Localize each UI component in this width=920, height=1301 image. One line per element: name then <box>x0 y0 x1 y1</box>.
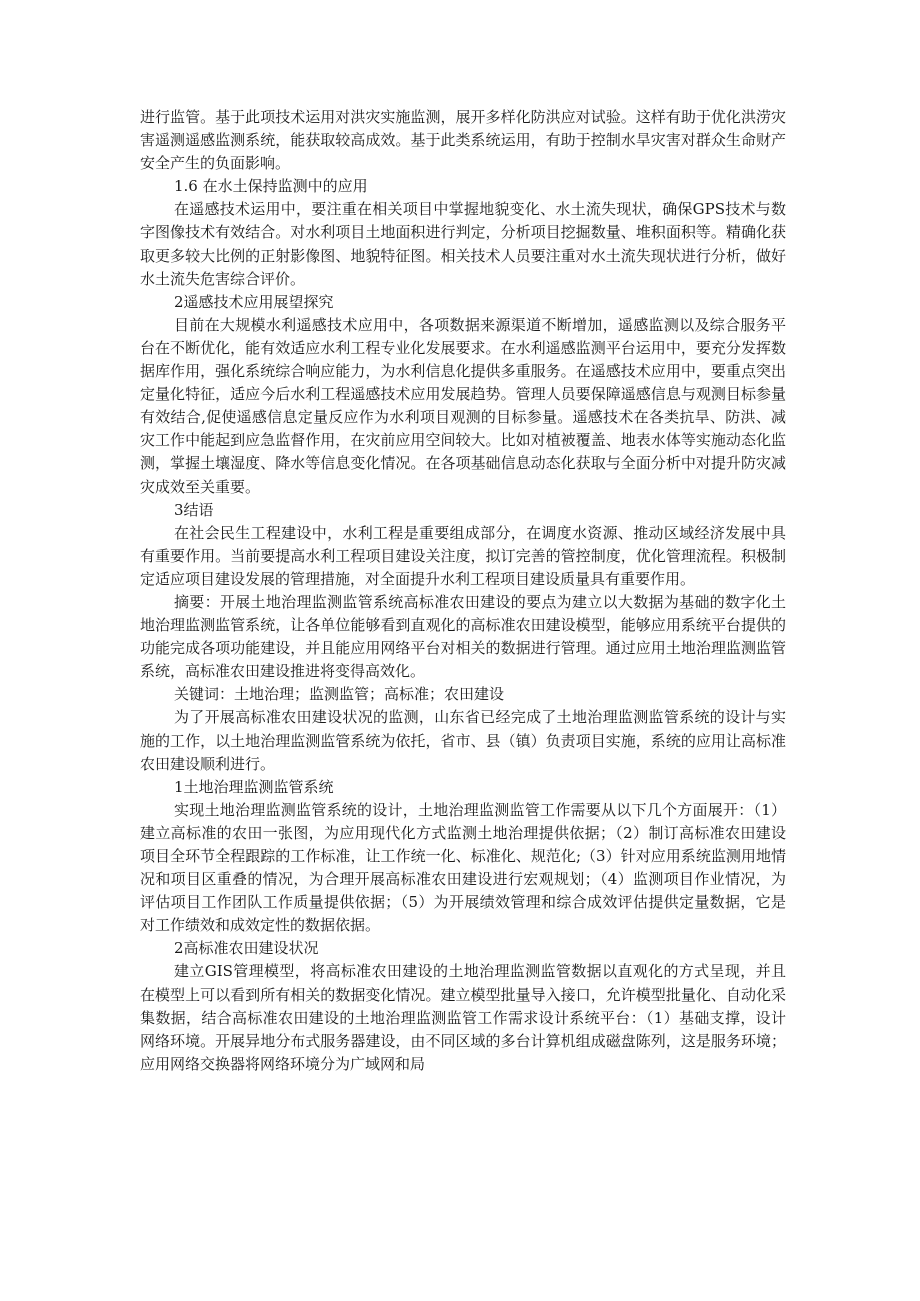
heading-2-outlook: 2遥感技术应用展望探究 <box>174 292 334 311</box>
paragraph-conclusion: 在社会民生工程建设中，水利工程是重要组成部分，在调度水资源、推动区域经济发展中具有重要作用。当前要提高水利工程项目建设关注度，拟订完善的管控制度，优化管理流程。积极制定适应项目建设发展的管理措施，对全面提升水利工程项目建设质量具有重要作用。 <box>140 523 786 588</box>
paragraph-soil-conservation: 在遥感技术运用中，要注重在相关项目中掌握地貌变化、水土流失现状，确保GPS技术与数字图像技术有效结合。对水利项目土地面积进行判定，分析项目挖掘数量、堆积面积等。精确化获取更多较大比例的正射影像图、地貌特征图。相关技术人员要注重对水土流失现状进行分析，做好水土流失危害综合评价。 <box>140 200 786 288</box>
paragraph-land-governance-system: 实现土地治理监测监管系统的设计，土地治理监测监管工作需要从以下几个方面展开：（1）建立高标准的农田一张图，为应用现代化方式监测土地治理提供依据；（2）制订高标准农田建设项目全环节全程跟踪的工作标准，让工作统一化、标准化、规范化;（3）针对应用系统监测用地情况和项目区重叠的情况，为合理开展高标准农田建设进行宏观规划；（4）监测项目作业情况，为评估项目工作团队工作质量提供依据；（5）为开展绩效管理和综合成效评估提供定量数据，它是对工作绩效和成效定性的数据依据。 <box>140 800 786 935</box>
paragraph-introduction: 为了开展高标准农田建设状况的监测，山东省已经完成了土地治理监测监管系统的设计与实施的工作，以土地治理监测监管系统为依托，省市、县（镇）负责项目实施，系统的应用让高标准农田建设顺利进行。 <box>140 708 786 773</box>
paragraph-farmland-status: 建立GIS管理模型，将高标准农田建设的土地治理监测监管数据以直观化的方式呈现，并且在模型上可以看到所有相关的数据变化情况。建立模型批量导入接口，允许模型批量化、自动化采集数据，结合高标准农田建设的土地治理监测监管工作需求设计系统平台：（1）基础支撑，设计网络环境。开展异地分布式服务器建设，由不同区域的多台计算机组成磁盘陈列，这是服务环境；应用网络交换器将网络环境分为广域网和局 <box>140 962 786 1073</box>
paragraph-flood-monitoring-end: 进行监管。基于此项技术运用对洪灾实施监测，展开多样化防洪应对试验。这样有助于优化洪涝灾害遥测遥感监测系统，能获取较高成效。基于此类系统运用，有助于控制水旱灾害对群众生命财产安全产生的负面影响。 <box>140 108 786 173</box>
heading-3-conclusion: 3结语 <box>174 500 214 519</box>
document-page <box>140 106 786 1076</box>
paragraph-keywords: 关键词：土地治理；监测监管；高标准；农田建设 <box>174 685 505 704</box>
heading-1-6-soil-conservation: 1.6 在水土保持监测中的应用 <box>174 177 368 196</box>
heading-1-land-governance-system: 1土地治理监测监管系统 <box>174 777 334 796</box>
heading-2-farmland-status: 2高标准农田建设状况 <box>174 939 319 958</box>
paragraph-outlook: 目前在大规模水利遥感技术应用中，各项数据来源渠道不断增加，遥感监测以及综合服务平台在不断优化，能有效适应水利工程专业化发展要求。在水利遥感监测平台运用中，要充分发挥数据库作用，强化系统综合响应能力，为水利信息化提供多重服务。在遥感技术应用中，要重点突出定量化特征，适应今后水利工程遥感技术应用发展趋势。管理人员要保障遥感信息与观测目标参量有效结合,促使遥感信息定量反应作为水利项目观测的目标参量。遥感技术在各类抗旱、防洪、减灾工作中能起到应急监督作用，在灾前应用空间较大。比如对植被覆盖、地表水体等实施动态化监测，掌握土壤湿度、降水等信息变化情况。在各项基础信息动态化获取与全面分析中对提升防灾减灾成效至关重要。 <box>140 315 786 496</box>
paragraph-abstract: 摘要：开展土地治理监测监管系统高标准农田建设的要点为建立以大数据为基础的数字化土地治理监测监管系统，让各单位能够看到直观化的高标准农田建设模型，能够应用系统平台提供的功能完成各项功能建设，并且能应用网络平台对相关的数据进行管理。通过应用土地治理监测监管系统，高标准农田建设推进将变得高效化。 <box>140 592 786 681</box>
